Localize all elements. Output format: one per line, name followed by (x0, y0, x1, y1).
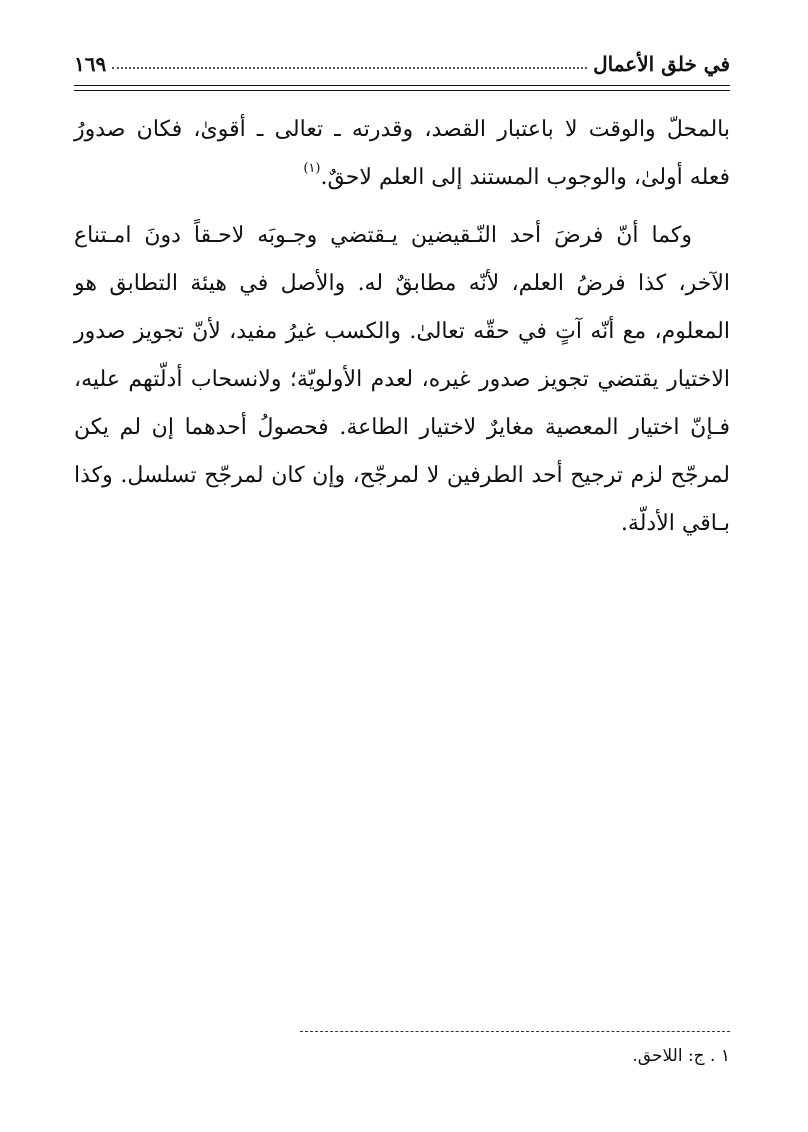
footnote-reference: (١) (303, 161, 321, 176)
paragraph-2: وكما أنّ فرضَ أحد النّـقيضين يـقتضي وجـوبَه لاحـقاً دونَ امـتناع الآخر، كذا فرضُ العلم، لأنّه مطابقٌ له. والأصل في هيئة التطابق هو المعلوم، مع أنّه آتٍ في حقّه تعالىٰ. والكسب غيرُ مفيد، لأنّ تجويز صدور الاختيار يقتضي تجويز صدور غيره، لعدم الأولويّة؛ ولانسحاب أدلّتهم عليه، فـإنّ اختيار المعصية مغايرٌ لاختيار الطاعة. فحصولُ أحدهما إن لم يكن لمرجّح لزم ترجيح أحد الطرفين لا لمرجّح، وإن كان لمرجّح تسلسل. وكذا بـاقي الأدلّة. (74, 223, 730, 536)
paragraph-1-line-2: أولىٰ، والوجوب المستند إلى العلم لاحقٌ. (320, 165, 683, 190)
main-text (74, 106, 730, 548)
header-double-rule (74, 85, 730, 91)
running-header (74, 40, 730, 76)
paragraph-1-line-1: بالمحلّ والوقت لا باعتبار القصد، وقدرته ـ تعالى ـ أقوىٰ، فكان صدورُ فعله (74, 117, 730, 190)
header-title: في خلق الأعمال (593, 52, 730, 76)
footnote-separator (300, 1031, 730, 1032)
header-leader-dots (112, 67, 587, 69)
paragraph-1 (74, 106, 730, 202)
page-number: ١٦٩ (74, 52, 107, 76)
footnote: ١ . ج: اللاحق. (632, 1046, 730, 1066)
